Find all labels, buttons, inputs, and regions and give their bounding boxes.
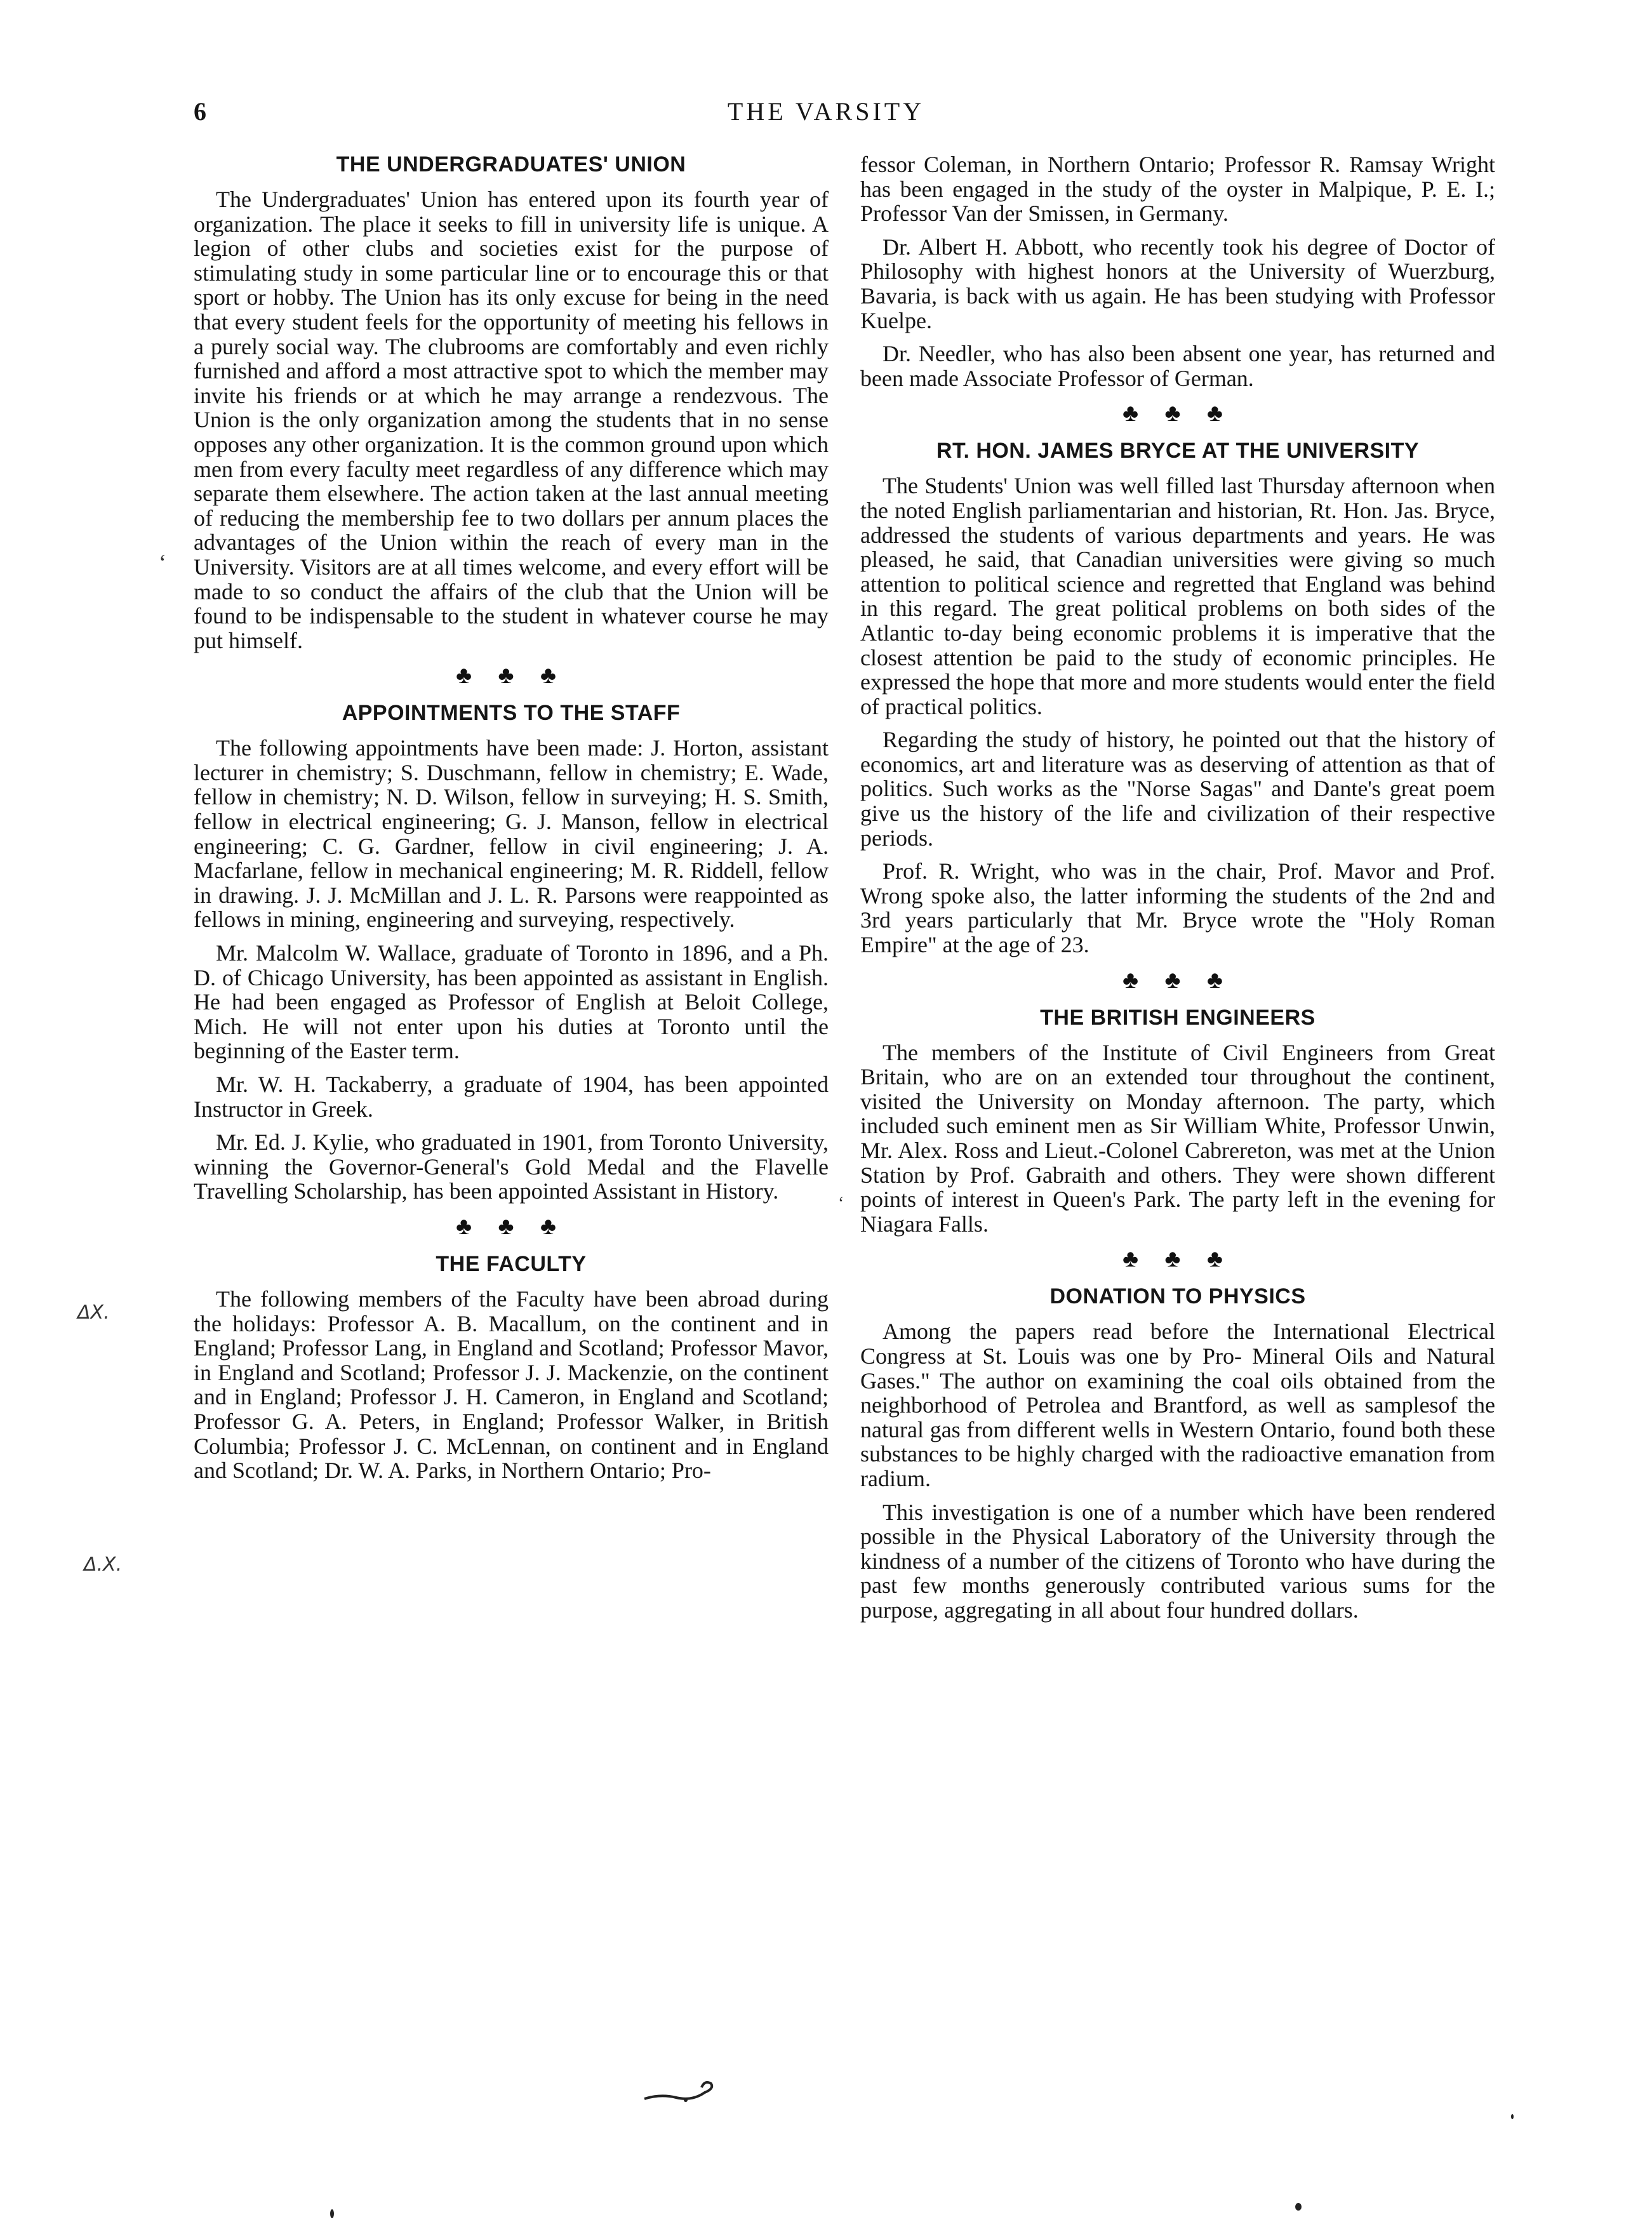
heading-bryce: RT. HON. JAMES BRYCE AT THE UNIVERSITY — [936, 439, 1420, 463]
right-column — [860, 152, 1495, 1632]
engineers-paragraph: The members of the Institute of Civil Engineers from Great Britain, who are on an extended tour throughout the continent, visited the University on Monday afternoon. The party, which included such eminent men as Sir William White, Professor Unwin, Mr. Alex. Ross and Lieut.-Colonel Cabrereton, was met at the Union Station by Prof. Gabraith and others. They were shown different points of interest in Queen's Park. The party left in the evening for Niagara Falls. — [860, 1039, 1495, 1237]
faculty-continued-paragraph-3: Dr. Needler, who has also been absent one year, has returned and been made Associate Professor of German. — [860, 341, 1495, 391]
bryce-paragraph-1: The Students' Union was well filled last Thursday afternoon when the noted English parliamentarian and historian, Rt. Hon. Jas. Bryce, addressed the students of various departments and years. He was pleased, he said, that Canadian universities were giving so much attention to political science and regretted that England was behind in this regard. The great political problems on both sides of the Atlantic to-day being economic problems it is imperative that the closest attention be paid to the study of economic principles. He expressed the hope that more and more students would enter the field of practical politics. — [860, 473, 1495, 719]
heading-appointments: APPOINTMENTS TO THE STAFF — [342, 701, 681, 726]
heading-faculty: THE FACULTY — [436, 1251, 587, 1276]
faculty-continued-paragraph-2: Dr. Albert H. Abbott, who recently took his degree of Doctor of Philosophy with highest honors at the University of Wuerzburg, Bavaria, is back with us again. He has been studying with Professor Kuelpe. — [860, 234, 1495, 333]
heading-donation-physics: DONATION TO PHYSICS — [1049, 1284, 1306, 1309]
appointments-paragraph-3: Mr. W. H. Tackaberry, a graduate of 1904, has been appointed Instructor in Greek. — [194, 1072, 829, 1122]
bryce-paragraph-3: Prof. R. Wright, who was in the chair, Prof. Mavor and Prof. Wrong spoke also, the latter informing the students of the 2nd and 3rd years particularly that Mr. Bryce wrote the "Holy Roman Empire" at the age of 23. — [860, 858, 1495, 958]
faculty-paragraph: The following members of the Faculty have been abroad during the holidays: Professor A. B. Macallum, on the continent and in England; Professor Lang, in England and Scotland; Professor Mavor, in England and Scotland; Professor J. J. Mackenzie, on the continent and in England; Professor J. H. Cameron, in England and Scotland; Professor G. A. Peters, in England; Professor Walker, in British Columbia; Professor J. C. McLennan, on continent and in England and Scotland; Dr. W. A. Parks, in Northern Ontario; Pro- — [194, 1286, 829, 1484]
faculty-continued-paragraph-1: fessor Coleman, in Northern Ontario; Professor R. Ramsay Wright has been engaged in the study of the oyster in Malpique, P. E. I.; Professor Van der Smissen, in Germany. — [860, 152, 1495, 227]
bryce-paragraph-2: Regarding the study of history, he pointed out that the history of economics, art and literature was as deserving of attention as that of politics. Such works as the "Norse Sagas" and Dante's great poem give us the history of the life and civilization of their respective periods. — [860, 727, 1495, 851]
ornament-divider: ♣ ♣ ♣ — [456, 662, 566, 689]
left-column — [194, 152, 829, 1492]
physics-paragraph-1: Among the papers read before the International Electrical Congress at St. Louis was one by Pro- Mineral Oils and Natural Gases." The author on examining the coal oils obtained from the neighborhood of Petrolea and Brantford, as well as samplesof the natural gas from different wells in Western Ontario, found both these substances to be highly charged with the radioactive emanation from radium. — [860, 1319, 1495, 1491]
appointments-paragraph-2: Mr. Malcolm W. Wallace, graduate of Toronto in 1896, and a Ph. D. of Chicago University, has been appointed as assistant in English. He had been engaged as Professor of English at Beloit College, Mich. He will not enter upon his duties at Toronto until the beginning of the Easter term. — [194, 940, 829, 1064]
pencil-tick-mark: ‘ — [838, 1194, 844, 1213]
page-number: 6 — [194, 97, 206, 126]
paper-speck — [330, 2209, 334, 2218]
physics-paragraph-2: This investigation is one of a number which have been rendered possible in the Physical Laboratory of the University through the kindness of a number of the citizens of Toronto who have during the past few months generously contributed various sums for the purpose, aggregating in all about four hundred dollars. — [860, 1499, 1495, 1623]
heading-british-engineers: THE BRITISH ENGINEERS — [1040, 1005, 1316, 1030]
ornament-divider: ♣ ♣ ♣ — [456, 1213, 566, 1240]
paper-speck — [1295, 2203, 1302, 2211]
paper-speck — [1511, 2114, 1514, 2119]
appointments-paragraph-4: Mr. Ed. J. Kylie, who graduated in 1901, from Toronto University, winning the Governor-General's Gold Medal and the Flavelle Travelling Scholarship, has been appointed Assistant in History. — [194, 1129, 829, 1204]
printer-ornament-icon — [641, 2075, 724, 2106]
appointments-paragraph-1: The following appointments have been made: J. Horton, assistant lecturer in chemistry; S. Duschmann, fellow in chemistry; E. Wade, fellow in chemistry; N. D. Wilson, fellow in surveying; H. S. Smith, fellow in electrical engineering; G. J. Manson, fellow in electrical engineering; C. G. Gardner, fellow in civil engineering; J. A. Macfarlane, fellow in mechanical engineering; M. R. Riddell, fellow in drawing. J. J. McMillan and J. L. R. Parsons were reappointed as fellows in mining, engineering and surveying, respectively. — [194, 735, 829, 933]
ornament-divider: ♣ ♣ ♣ — [1122, 400, 1233, 427]
margin-annotation: ΔX. — [77, 1301, 110, 1324]
heading-undergraduates-union: THE UNDERGRADUATES' UNION — [336, 152, 686, 176]
pencil-tick-mark: ‘ — [159, 550, 166, 575]
ornament-divider: ♣ ♣ ♣ — [1122, 966, 1233, 994]
undergraduates-union-paragraph: The Undergraduates' Union has entered upon its fourth year of organization. The place it seeks to fill in university life is unique. A legion of other clubs and societies exist for the purpose of stimulating study in some particular line or to encourage this or that sport or hobby. The Union has its only excuse for being in the need that every student feels for the opportunity of meeting his fellows in a purely social way. The clubrooms are comfortably and even richly furnished and afford a most attractive spot to which the member may invite his friends or at which he may arrange a rendezvous. The Union is the only organization among the students that in no sense opposes any other organization. It is the common ground upon which men from every faculty meet regardless of any difference which may separate them elsewhere. The action taken at the last annual meeting of reducing the membership fee to two dollars per annum places the advantages of the Union within the reach of every man in the University. Visitors are at all times welcome, and every effort will be made to so conduct the affairs of the club that the Union will be found to be indispensable to the student in whatever course he may put himself. — [194, 187, 829, 653]
ornament-divider: ♣ ♣ ♣ — [1122, 1246, 1233, 1273]
running-head: THE VARSITY — [727, 97, 925, 126]
margin-annotation: Δ.X. — [84, 1553, 123, 1576]
